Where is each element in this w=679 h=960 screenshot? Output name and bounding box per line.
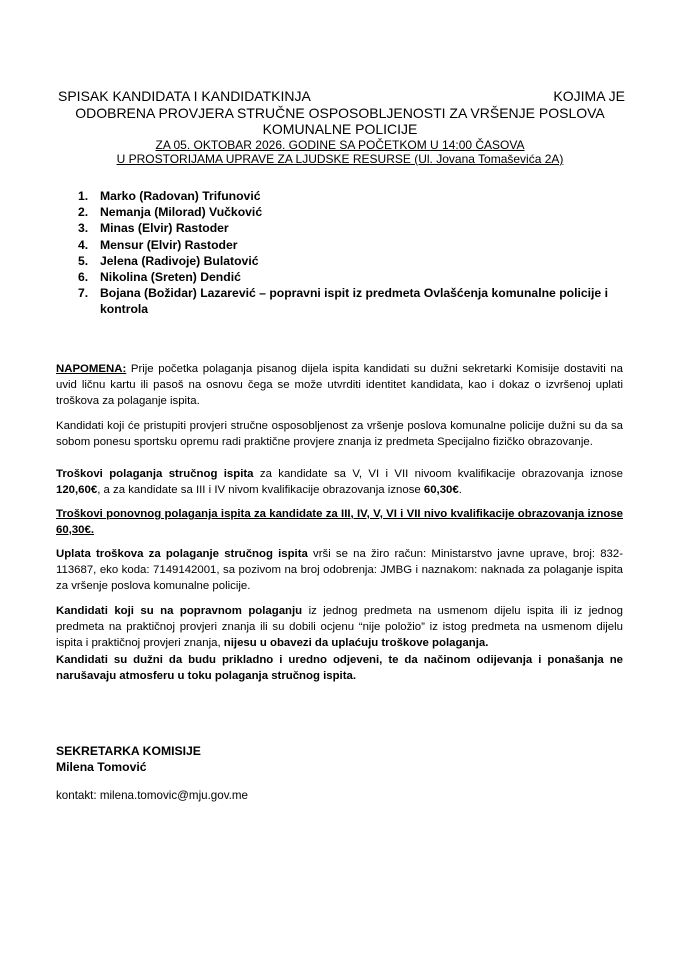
list-item-number: 3.	[78, 221, 89, 236]
retake-exemption: nijesu u obavezi da uplaćuju troškove polaganja.	[223, 637, 489, 649]
list-item	[78, 188, 638, 204]
candidate-name: Mensur (Elvir) Rastoder	[100, 237, 238, 252]
candidate-name: Marko (Radovan) Trifunović	[100, 189, 261, 203]
note-dress-code: Kandidati su dužni da budu prikladno i uredno odjeveni, te da načinom odijevanja i ponašanja ne narušavaju atmosferu u toku polaganja stručnog ispita.	[56, 654, 623, 682]
note-label: NAPOMENA:	[56, 363, 127, 375]
list-item-number: 7.	[78, 286, 89, 301]
list-item	[78, 285, 638, 317]
list-item-number: 1.	[78, 189, 89, 203]
note-text: Prije početka polaganja pisanog dijela ispita kandidati su dužni sekretarki Komisije dostaviti na uvid ličnu kartu ili pasoš na osnovu čega se može utvrditi identitet kandidata, kao i dokaz o izvršenoj uplati troškova za polaganje ispita.	[56, 363, 623, 407]
costs-amount-2: 60,30€	[423, 484, 459, 496]
list-item	[78, 253, 638, 269]
list-item	[78, 237, 638, 253]
list-item	[78, 204, 638, 220]
exam-date-line	[40, 138, 640, 152]
list-item-number: 4.	[78, 237, 89, 252]
note-retake	[56, 603, 623, 651]
candidate-name: Bojana (Božidar) Lazarević – popravni ispit iz predmeta Ovlašćenja komunalne policije i kontrola	[100, 286, 608, 317]
signature-name: Milena Tomović	[56, 760, 147, 774]
document-title-line3: KOMUNALNE POLICIJE	[262, 121, 418, 137]
costs-amount-1: 120,60€	[56, 484, 98, 496]
note-sports-equipment: Kandidati koji će pristupiti provjeri stručne osposobljenost za vršenje poslova komunalne policije dužni su da sa sobom ponesu sportsku opremu radi praktične provjere znanja iz predmeta Specijalno fizičko obrazovanje.	[56, 420, 623, 448]
candidate-list	[78, 188, 638, 318]
candidate-name: Nemanja (Milorad) Vučković	[100, 205, 263, 220]
note-repeat-costs: Troškovi ponovnog polaganja ispita za kandidate za III, IV, V, VI i VII nivo kvalifikacije obrazovanja iznose 60,30€.	[56, 508, 623, 536]
costs-text-2: , a za kandidate sa III i IV nivom kvalifikacije obrazovanja iznose	[97, 484, 424, 496]
list-item-number: 2.	[78, 205, 89, 220]
signature-title: SEKRETARKA KOMISIJE	[56, 744, 201, 758]
payment-heading: Uplata troškova za polaganje stručnog ispita	[56, 548, 308, 560]
list-item	[78, 269, 638, 285]
payment-text: vrši se na žiro račun: Ministarstvo javne uprave, broj: 832-113687, eko koda: 7149142001, sa pozivom na broj odobrenja: JMBG i naznakom: naknada za polaganje ispita za vršenje poslova komunalne policije.	[56, 548, 623, 592]
candidate-name: Nikolina (Sreten) Dendić	[100, 270, 241, 285]
exam-location-line	[40, 152, 640, 166]
candidate-name: Minas (Elvir) Rastoder	[100, 221, 229, 236]
retake-text: iz jednog predmeta na usmenom dijelu ispita ili iz jednog predmeta na praktičnoj provjeri znanja ili su dobili ocjenu “nije položio” iz istog predmeta na usmenom dijelu ispita i praktičnoj provjeri znanja,	[56, 605, 623, 649]
note-payment	[56, 546, 623, 594]
exam-date: ZA 05. OKTOBAR 2026. GODINE SA POČETKOM U 14:00 ČASOVA	[155, 138, 525, 152]
list-item	[78, 220, 638, 236]
note-id-requirement	[56, 361, 623, 409]
candidate-name: Jelena (Radivoje) Bulatović	[100, 253, 259, 268]
costs-heading: Troškovi polaganja stručnog ispita	[56, 468, 254, 480]
list-item-number: 6.	[78, 270, 89, 285]
note-exam-costs	[56, 466, 623, 498]
title-left: SPISAK KANDIDATA I KANDIDATKINJA	[58, 88, 311, 104]
retake-heading: Kandidati koji su na popravnom polaganju	[56, 605, 303, 617]
title-right: KOJIMA JE	[553, 88, 625, 104]
contact-email: kontakt: milena.tomovic@mju.gov.me	[56, 789, 248, 802]
costs-end: .	[458, 484, 462, 496]
list-item-number: 5.	[78, 253, 89, 268]
document-title-line2: ODOBRENA PROVJERA STRUČNE OSPOSOBLJENOSTI ZA VRŠENJE POSLOVA	[75, 105, 605, 121]
exam-location: U PROSTORIJAMA UPRAVE ZA LJUDSKE RESURSE (Ul. Jovana Tomaševića 2A)	[116, 152, 564, 166]
costs-text-1: za kandidate sa V, VI i VII nivoom kvalifikacije obrazovanja iznose	[253, 468, 623, 480]
